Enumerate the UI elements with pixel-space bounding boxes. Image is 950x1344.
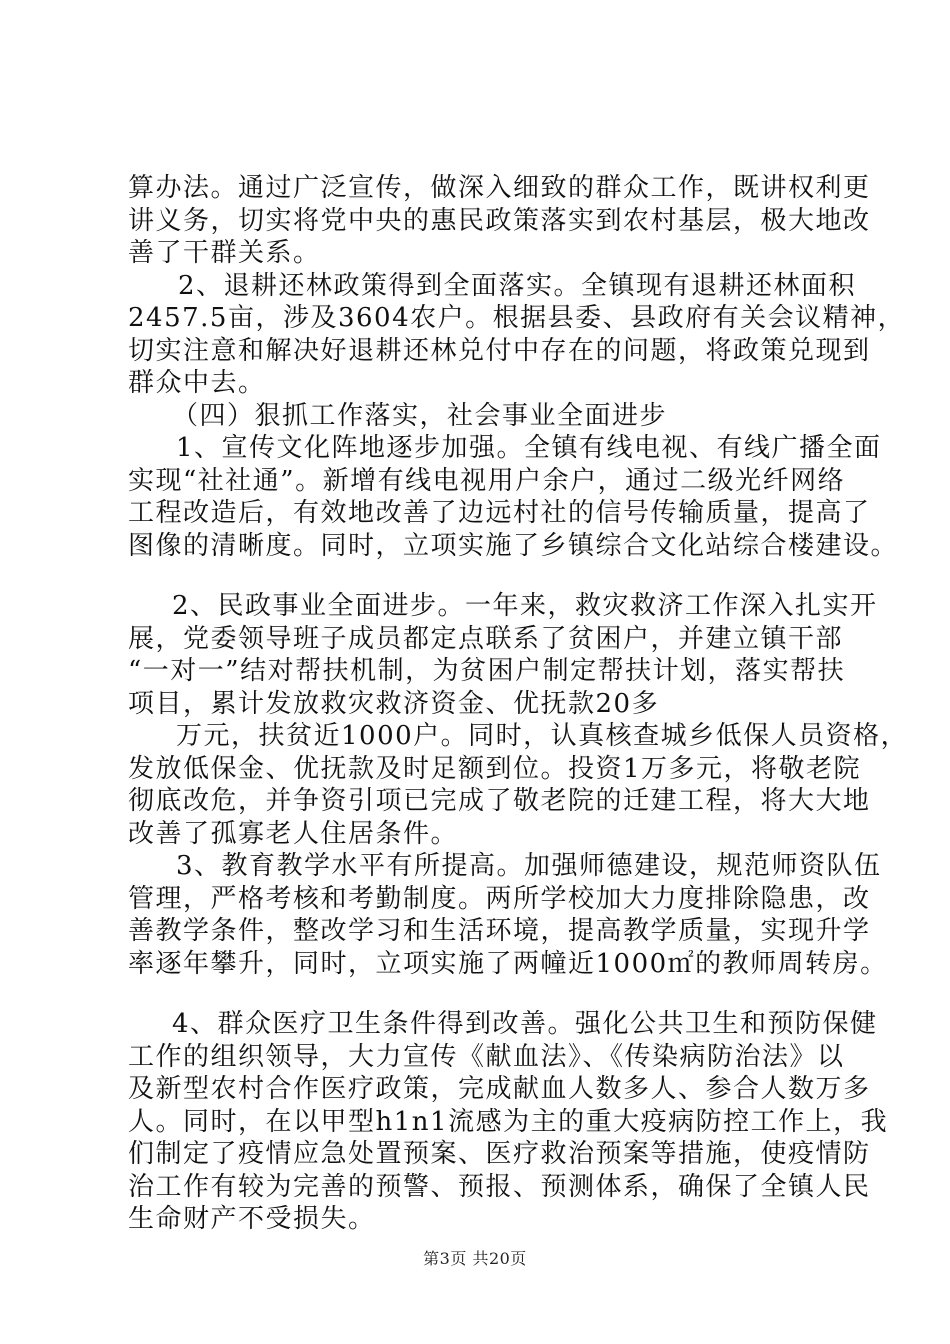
- paragraph-returning-farmland: [128, 270, 906, 400]
- text-line: 们制定了疫情应急处置预案、医疗救治预案等措施，使疫情防: [128, 1139, 871, 1169]
- text-line: 2457.5亩，涉及3604农户。根据县委、县政府有关会议精神，: [128, 303, 906, 333]
- text-line: 讲义务，切实将党中央的惠民政策落实到农村基层，极大地改: [128, 205, 871, 236]
- paragraph-gap: [128, 562, 848, 590]
- paragraph-health: [128, 1008, 889, 1236]
- text-line: 人。同时，在以甲型h1n1流感为主的重大疫病防控工作上，我: [128, 1106, 889, 1137]
- text-line: 3、教育教学水平有所提高。加强师德建设，规范师资队伍: [176, 851, 882, 881]
- text-line: 图像的清晰度。同时，立项实施了乡镇综合文化站综合楼建设。: [128, 530, 899, 561]
- paragraph-civil-affairs: [128, 590, 909, 850]
- text-line: 展，党委领导班子成员都定点联系了贫困户，并建立镇干部: [128, 623, 844, 654]
- text-line: 切实注意和解决好退耕还林兑付中存在的问题，将政策兑现到: [128, 335, 871, 366]
- text-line: 治工作有较为完善的预警、预报、预测体系，确保了全镇人民: [128, 1171, 871, 1202]
- text-line: 工作的组织领导，大力宣传《献血法》、《传染病防治法》以: [128, 1041, 845, 1072]
- text-line: 改善了孤寡老人住居条件。: [128, 818, 459, 849]
- text-line: “一对一”结对帮扶机制，为贫困户制定帮扶计划，落实帮扶: [128, 656, 846, 686]
- paragraph-education: [128, 850, 888, 980]
- text-line: 管理，严格考核和考勤制度。两所学校加大力度排除隐患，改: [128, 883, 871, 914]
- text-line: 项目，累计发放救灾救济资金、优抚款20多: [128, 688, 660, 719]
- text-line: 彻底改危，并争资引项已完成了敬老院的迁建工程，将大大地: [128, 786, 871, 816]
- text-line: 生命财产不受损失。: [128, 1204, 376, 1234]
- text-line: 及新型农村合作医疗政策，完成献血人数多人、参合人数万多: [128, 1074, 871, 1104]
- section-heading-text: （四）狠抓工作落实，社会事业全面进步: [172, 400, 668, 431]
- text-line: 群众中去。: [128, 368, 266, 398]
- text-line: 万元，扶贫近1000户。同时，认真核查城乡低保人员资格，: [176, 721, 909, 751]
- text-line: 2、退耕还林政策得到全面落实。全镇现有退耕还林面积: [178, 270, 857, 301]
- text-line: 善教学条件，整改学习和生活环境，提高教学质量，实现升学: [128, 916, 871, 946]
- text-line: 工程改造后，有效地改善了边远村社的信号传输质量，提高了: [128, 498, 871, 528]
- text-line: 算办法。通过广泛宣传，做深入细致的群众工作，既讲权利更: [128, 173, 871, 203]
- text-line: 率逐年攀升，同时，立项实施了两幢近1000㎡的教师周转房。: [128, 948, 888, 979]
- paragraph-grassroots-policy: [128, 172, 871, 270]
- text-line: 善了干群关系。: [128, 238, 321, 268]
- text-line: 4、群众医疗卫生条件得到改善。强化公共卫生和预防保健: [172, 1009, 878, 1039]
- text-line: 实现“社社通”。新增有线电视用户余户，通过二级光纤网络: [128, 465, 846, 496]
- document-body: [128, 172, 909, 1236]
- page-number-footer: 第3页 共20页: [423, 1249, 527, 1268]
- paragraph-culture: [128, 432, 899, 562]
- section-heading: [128, 400, 848, 433]
- text-line: 2、民政事业全面进步。一年来，救灾救济工作深入扎实开: [172, 591, 878, 621]
- text-line: 发放低保金、优抚款及时足额到位。投资1万多元，将敬老院: [128, 753, 862, 784]
- text-line: 1、宣传文化阵地逐步加强。全镇有线电视、有线广播全面: [176, 433, 882, 463]
- paragraph-gap: [128, 980, 848, 1008]
